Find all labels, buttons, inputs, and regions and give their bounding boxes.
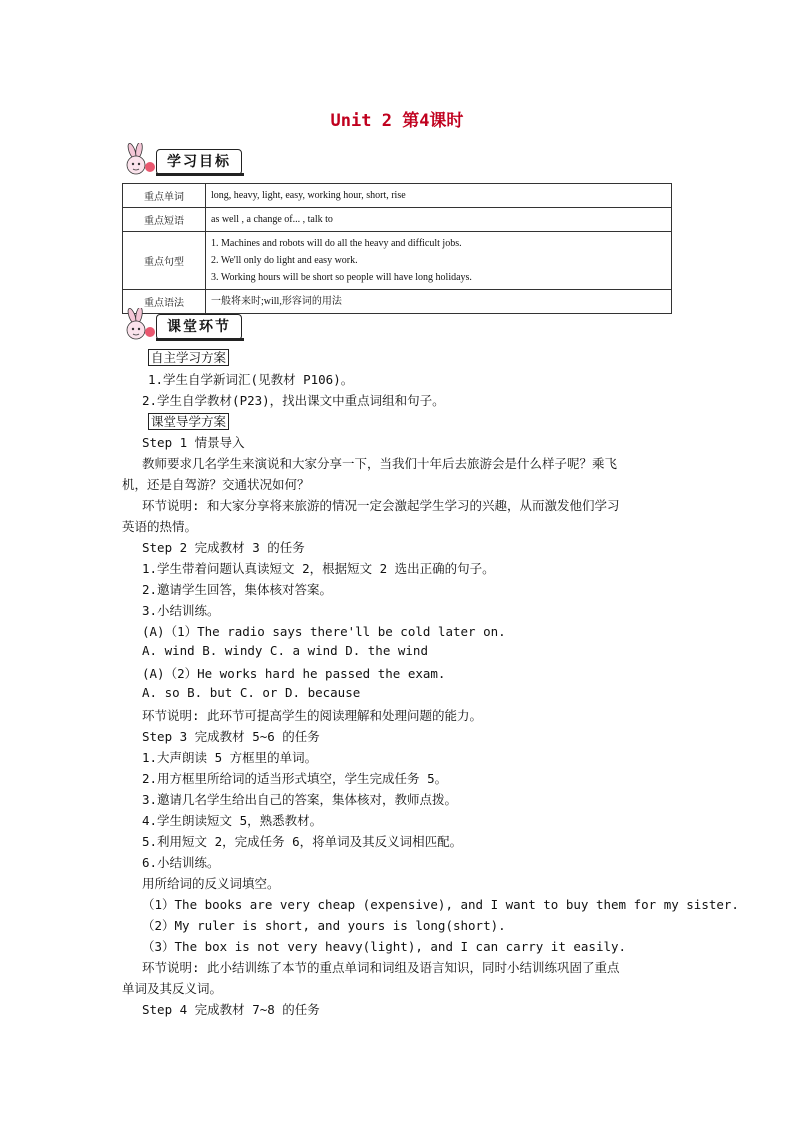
text-line [142, 937, 626, 955]
goals-value [206, 208, 672, 232]
section-heading [148, 348, 229, 366]
text-line-content: Step 4 完成教材 7~8 的任务 [142, 1002, 320, 1017]
text-line [142, 769, 447, 787]
text-line-content: 环节说明: 此环节可提高学生的阅读理解和处理问题的能力。 [142, 708, 483, 723]
text-line [142, 1000, 320, 1018]
text-line-content: （3）The box is not very heavy(light), and I can carry it easily. [142, 939, 627, 954]
text-line [142, 832, 462, 850]
text-line-content: 2.邀请学生回答，集体核对答案。 [142, 582, 333, 597]
text-line-content: A. wind B. windy C. a wind D. the wind [142, 643, 428, 658]
text-line [148, 370, 353, 388]
text-line-content: 单词及其反义词。 [122, 981, 223, 996]
text-line [122, 517, 197, 535]
text-line [142, 958, 620, 976]
text-line [142, 622, 506, 640]
text-line-content: 环节说明: 和大家分享将来旅游的情况一定会激起学生学习的兴趣，从而激发他们学习 [142, 498, 620, 513]
goals-value-line: 2. We'll only do light and easy work. [211, 255, 358, 266]
page-title: Unit 2 第4课时 [330, 111, 464, 131]
goals-value [206, 184, 672, 208]
text-line-content: 课堂导学方案 [148, 413, 229, 430]
text-line [142, 853, 220, 871]
goals-value-line: 一般将来时;will,形容词的用法 [211, 296, 342, 307]
text-line [142, 685, 360, 700]
section-label: 课堂环节 [156, 314, 242, 340]
section-label: 学习目标 [156, 149, 242, 175]
text-line-content: 3.小结训练。 [142, 603, 220, 618]
text-line-content: A. so B. but C. or D. because [142, 685, 361, 700]
text-line [122, 475, 310, 493]
text-line-content: 教师要求几名学生来演说和大家分享一下，当我们十年后去旅游会是什么样子呢？乘飞 [142, 456, 618, 471]
text-line-content: 3.邀请几名学生给出自己的答案，集体核对，教师点拨。 [142, 792, 458, 807]
text-line [142, 496, 620, 514]
text-line-content: 5.利用短文 2，完成任务 6，将单词及其反义词相匹配。 [142, 834, 463, 849]
text-line [142, 643, 428, 658]
text-line-content: 4.学生朗读短文 5，熟悉教材。 [142, 813, 323, 828]
text-line-content: 机，还是自驾游？交通状况如何？ [122, 477, 310, 492]
goals-value [206, 232, 672, 290]
goals-row [123, 208, 672, 232]
goals-value-line: as well , a change of... , talk to [211, 214, 333, 225]
section-heading [148, 412, 229, 430]
text-line [142, 454, 617, 472]
text-line-content: 环节说明: 此小结训练了本节的重点单词和词组及语言知识，同时小结训练巩固了重点 [142, 960, 620, 975]
text-line [142, 580, 332, 598]
text-line-content: 1.大声朗读 5 方框里的单词。 [142, 750, 318, 765]
goals-key: 重点句型 [123, 232, 206, 290]
goals-value-line: long, heavy, light, easy, working hour, short, rise [211, 190, 406, 201]
text-line [142, 433, 245, 451]
bunny-icon [120, 308, 160, 342]
text-line-content: 1.学生自学新词汇(见教材 P106)。 [148, 372, 354, 387]
text-line [142, 874, 280, 892]
section-banner-goals [120, 143, 250, 177]
text-line-content: 6.小结训练。 [142, 855, 220, 870]
text-line-content: 2.学生自学教材(P23)，找出课文中重点词组和句子。 [142, 393, 445, 408]
text-line-content: Step 2 完成教材 3 的任务 [142, 540, 305, 555]
goals-table [122, 183, 672, 314]
text-line-content: Step 1 情景导入 [142, 435, 245, 450]
text-line-content: 2.用方框里所给词的适当形式填空，学生完成任务 5。 [142, 771, 448, 786]
text-line [142, 664, 445, 682]
text-line-content: (A)（2）He works hard he passed the exam. [142, 666, 446, 681]
text-line-content: (A)（1）The radio says there'll be cold later on. [142, 624, 506, 639]
text-line [142, 811, 322, 829]
text-line [142, 391, 445, 409]
text-line-content: 英语的热情。 [122, 519, 198, 534]
text-line [142, 916, 506, 934]
text-line-content: 自主学习方案 [148, 349, 229, 366]
section-banner-class [120, 308, 250, 342]
text-line [142, 895, 739, 913]
text-line-content: Step 3 完成教材 5~6 的任务 [142, 729, 320, 744]
goals-value [206, 290, 672, 314]
goals-value-line: 3. Working hours will be short so people will have long holidays. [211, 272, 472, 283]
text-line [122, 979, 222, 997]
text-line-content: 用所给词的反义词填空。 [142, 876, 280, 891]
goals-row [123, 232, 672, 290]
text-line-content: 1.学生带着问题认真读短文 2，根据短文 2 选出正确的句子。 [142, 561, 495, 576]
bunny-icon [120, 143, 160, 177]
goals-row [123, 184, 672, 208]
text-line [142, 538, 305, 556]
text-line [142, 601, 220, 619]
text-line [142, 559, 495, 577]
goals-key: 重点语法 [123, 290, 206, 314]
goals-value-line: 1. Machines and robots will do all the heavy and difficult jobs. [211, 238, 462, 249]
text-line-content: （1）The books are very cheap (expensive), and I want to buy them for my sister. [142, 897, 739, 912]
goals-key: 重点短语 [123, 208, 206, 232]
text-line [142, 748, 317, 766]
text-line [142, 706, 482, 724]
text-line-content: （2）My ruler is short, and yours is long(short). [142, 918, 506, 933]
goals-key: 重点单词 [123, 184, 206, 208]
text-line [142, 727, 320, 745]
text-line [142, 790, 457, 808]
